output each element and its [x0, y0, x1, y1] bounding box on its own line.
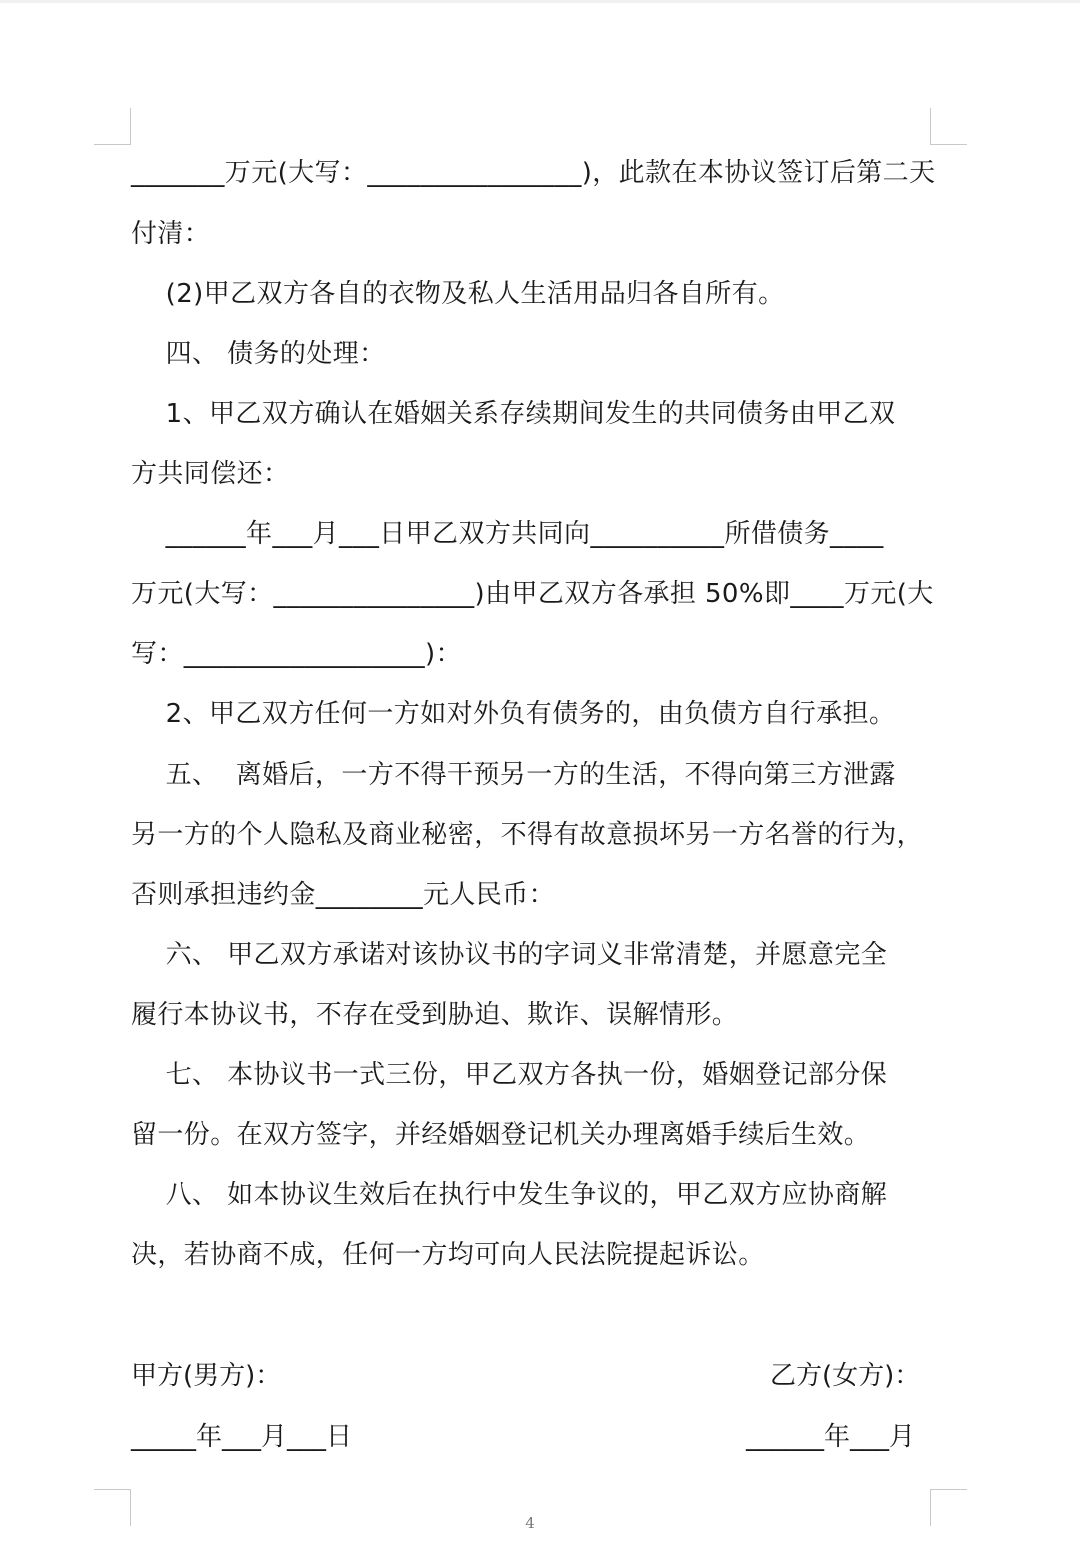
body-line: _______万元(大写：________________)，此款在本协议签订后第二天 [131, 158, 936, 188]
body-line: 履行本协议书，不存在受到胁迫、欺诈、误解情形。 [131, 1000, 739, 1030]
body-line: 写：__________________)： [131, 639, 462, 669]
body-line: 七、 本协议书一式三份，甲乙双方各执一份，婚姻登记部分保 [131, 1060, 888, 1090]
body-line: 六、 甲乙双方承诺对该协议书的字词义非常清楚，并愿意完全 [131, 940, 888, 970]
body-line: 五、 离婚后，一方不得干预另一方的生活，不得向第三方泄露 [131, 760, 896, 790]
crop-mark-top-right [930, 108, 967, 145]
body-line: ______年___月___日甲乙双方共同向__________所借债务____ [131, 519, 884, 549]
party-a-label: 甲方(男方)： [131, 1361, 282, 1391]
page-top-edge [0, 0, 1080, 3]
party-b-label: 乙方(女方)： [770, 1361, 921, 1391]
party-b-date: ______年___月 [746, 1422, 916, 1452]
body-line: 否则承担违约金________元人民币： [131, 880, 556, 910]
body-line: 2、甲乙双方任何一方如对外负有债务的，由负债方自行承担。 [131, 699, 896, 729]
body-line: 1、甲乙双方确认在婚姻关系存续期间发生的共同债务由甲乙双 [131, 399, 896, 429]
body-line: 万元(大写：_______________)由甲乙双方各承担 50%即____万元(大 [131, 579, 934, 609]
body-line: 方共同偿还： [131, 459, 290, 489]
page-number: 4 [525, 1514, 535, 1532]
body-line: (2)甲乙双方各自的衣物及私人生活用品归各自所有。 [131, 279, 785, 309]
party-a-date: _____年___月___日 [131, 1422, 353, 1452]
body-line: 八、 如本协议生效后在执行中发生争议的，甲乙双方应协商解 [131, 1180, 888, 1210]
body-line: 付清： [131, 219, 211, 249]
body-line: 另一方的个人隐私及商业秘密，不得有故意损坏另一方名誉的行为， [131, 820, 924, 850]
body-line: 决，若协商不成，任何一方均可向人民法院提起诉讼。 [131, 1240, 765, 1270]
body-line: 留一份。在双方签字，并经婚姻登记机关办理离婚手续后生效。 [131, 1120, 871, 1150]
section-heading: 四、 债务的处理： [131, 339, 386, 369]
crop-mark-top-left [94, 108, 131, 145]
